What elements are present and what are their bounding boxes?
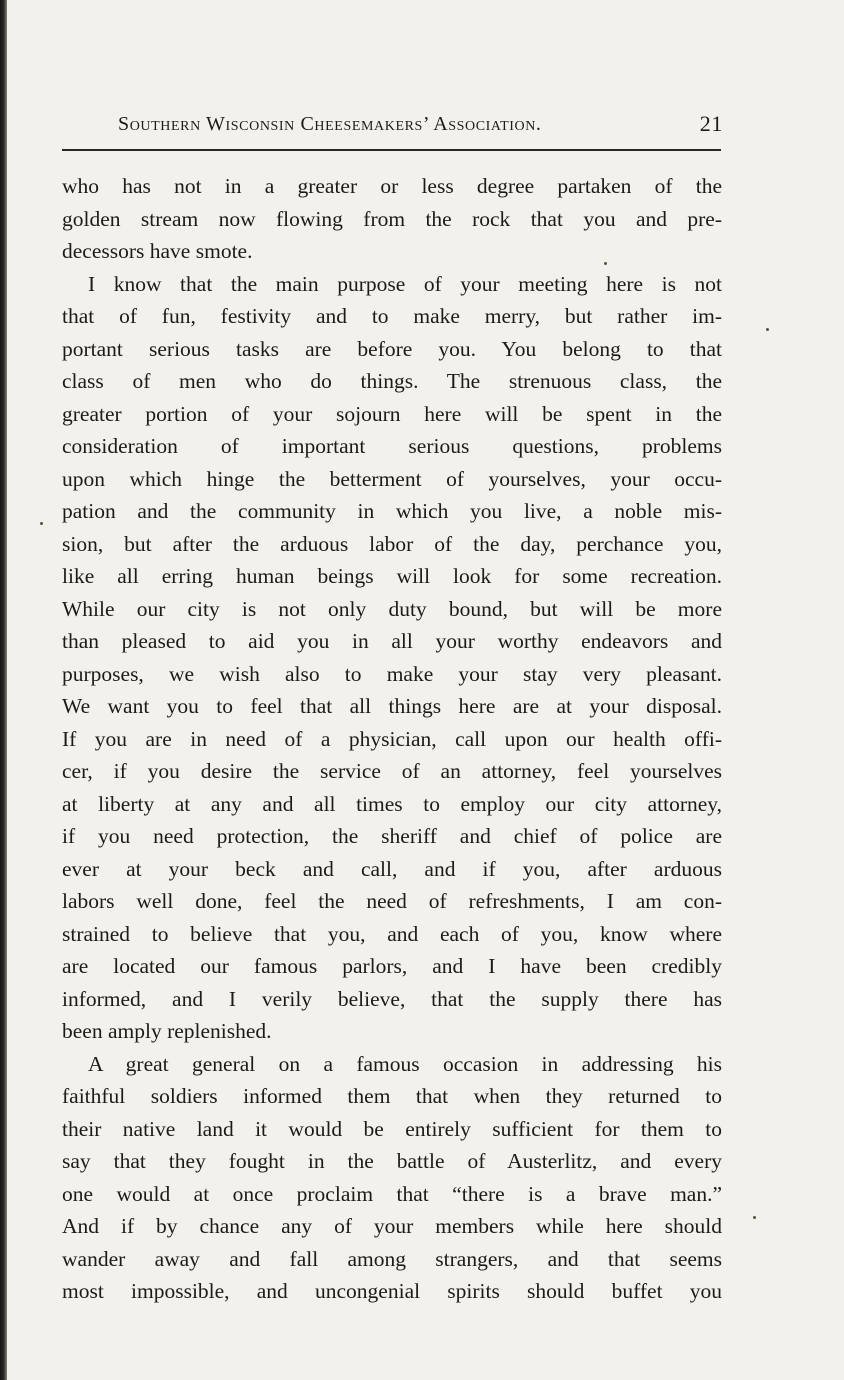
text-line: like all erring human beings will look for some recreation. xyxy=(62,564,722,588)
text-line: are located our famous parlors, and I have been credibly xyxy=(62,954,722,978)
page-number: 21 xyxy=(699,111,723,136)
text-line: informed, and I verily believe, that the supply there has xyxy=(62,986,722,1011)
text-line: I know that the main purpose of your meeting here is not xyxy=(88,271,722,296)
binding-edge xyxy=(0,0,7,1380)
text-line: at liberty at any and all times to employ our city attorney, xyxy=(62,791,722,816)
running-head xyxy=(118,109,723,143)
text-line: ever at your beck and call, and if you, after arduous xyxy=(62,856,722,881)
text-line: one would at once proclaim that “there is a brave man.” xyxy=(62,1181,722,1206)
text-line: portant serious tasks are before you. You belong to that xyxy=(62,336,722,361)
body-text xyxy=(62,170,722,1308)
text-line: While our city is not only duty bound, but will be more xyxy=(62,596,722,621)
text-line: If you are in need of a physician, call upon our health offi- xyxy=(62,726,722,751)
text-line: who has not in a greater or less degree partaken of the xyxy=(62,174,722,198)
text-line: And if by chance any of your members while here should xyxy=(62,1214,722,1238)
text-line: A great general on a famous occasion in addressing his xyxy=(88,1051,722,1076)
print-speck xyxy=(766,328,769,331)
text-line: wander away and fall among strangers, and that seems xyxy=(62,1246,722,1271)
text-line: been amply replenished. xyxy=(62,1019,272,1043)
text-line: sion, but after the arduous labor of the day, perchance you, xyxy=(62,531,722,556)
text-line: consideration of important serious questions, problems xyxy=(62,434,722,458)
print-speck xyxy=(604,262,607,265)
text-line: than pleased to aid you in all your worthy endeavors and xyxy=(62,629,722,653)
text-line: purposes, we wish also to make your stay very pleasant. xyxy=(62,661,722,686)
text-line: say that they fought in the battle of Austerlitz, and every xyxy=(62,1149,722,1173)
header-rule xyxy=(62,149,721,151)
text-line: if you need protection, the sheriff and chief of police are xyxy=(62,824,722,848)
text-line: most impossible, and uncongenial spirits should buffet you xyxy=(62,1279,722,1303)
print-speck xyxy=(753,1216,756,1219)
text-line: golden stream now flowing from the rock that you and pre- xyxy=(62,206,722,231)
text-line: faithful soldiers informed them that when they returned to xyxy=(62,1084,722,1108)
text-line: We want you to feel that all things here are at your disposal. xyxy=(62,694,722,718)
text-line: upon which hinge the betterment of yourselves, your occu- xyxy=(62,466,722,491)
text-line: strained to believe that you, and each of you, know where xyxy=(62,921,722,946)
text-line: pation and the community in which you live, a noble mis- xyxy=(62,499,722,523)
text-line: labors well done, feel the need of refreshments, I am con- xyxy=(62,889,722,913)
print-speck xyxy=(40,522,43,525)
text-line: that of fun, festivity and to make merry, but rather im- xyxy=(62,304,722,328)
text-line: greater portion of your sojourn here will be spent in the xyxy=(62,401,722,426)
text-line: cer, if you desire the service of an attorney, feel yourselves xyxy=(62,759,722,783)
text-line: decessors have smote. xyxy=(62,239,253,263)
text-line: their native land it would be entirely sufficient for them to xyxy=(62,1116,722,1141)
running-head-title: Southern Wisconsin Cheesemakers’ Association. xyxy=(118,113,542,135)
text-line: class of men who do things. The strenuous class, the xyxy=(62,369,722,393)
